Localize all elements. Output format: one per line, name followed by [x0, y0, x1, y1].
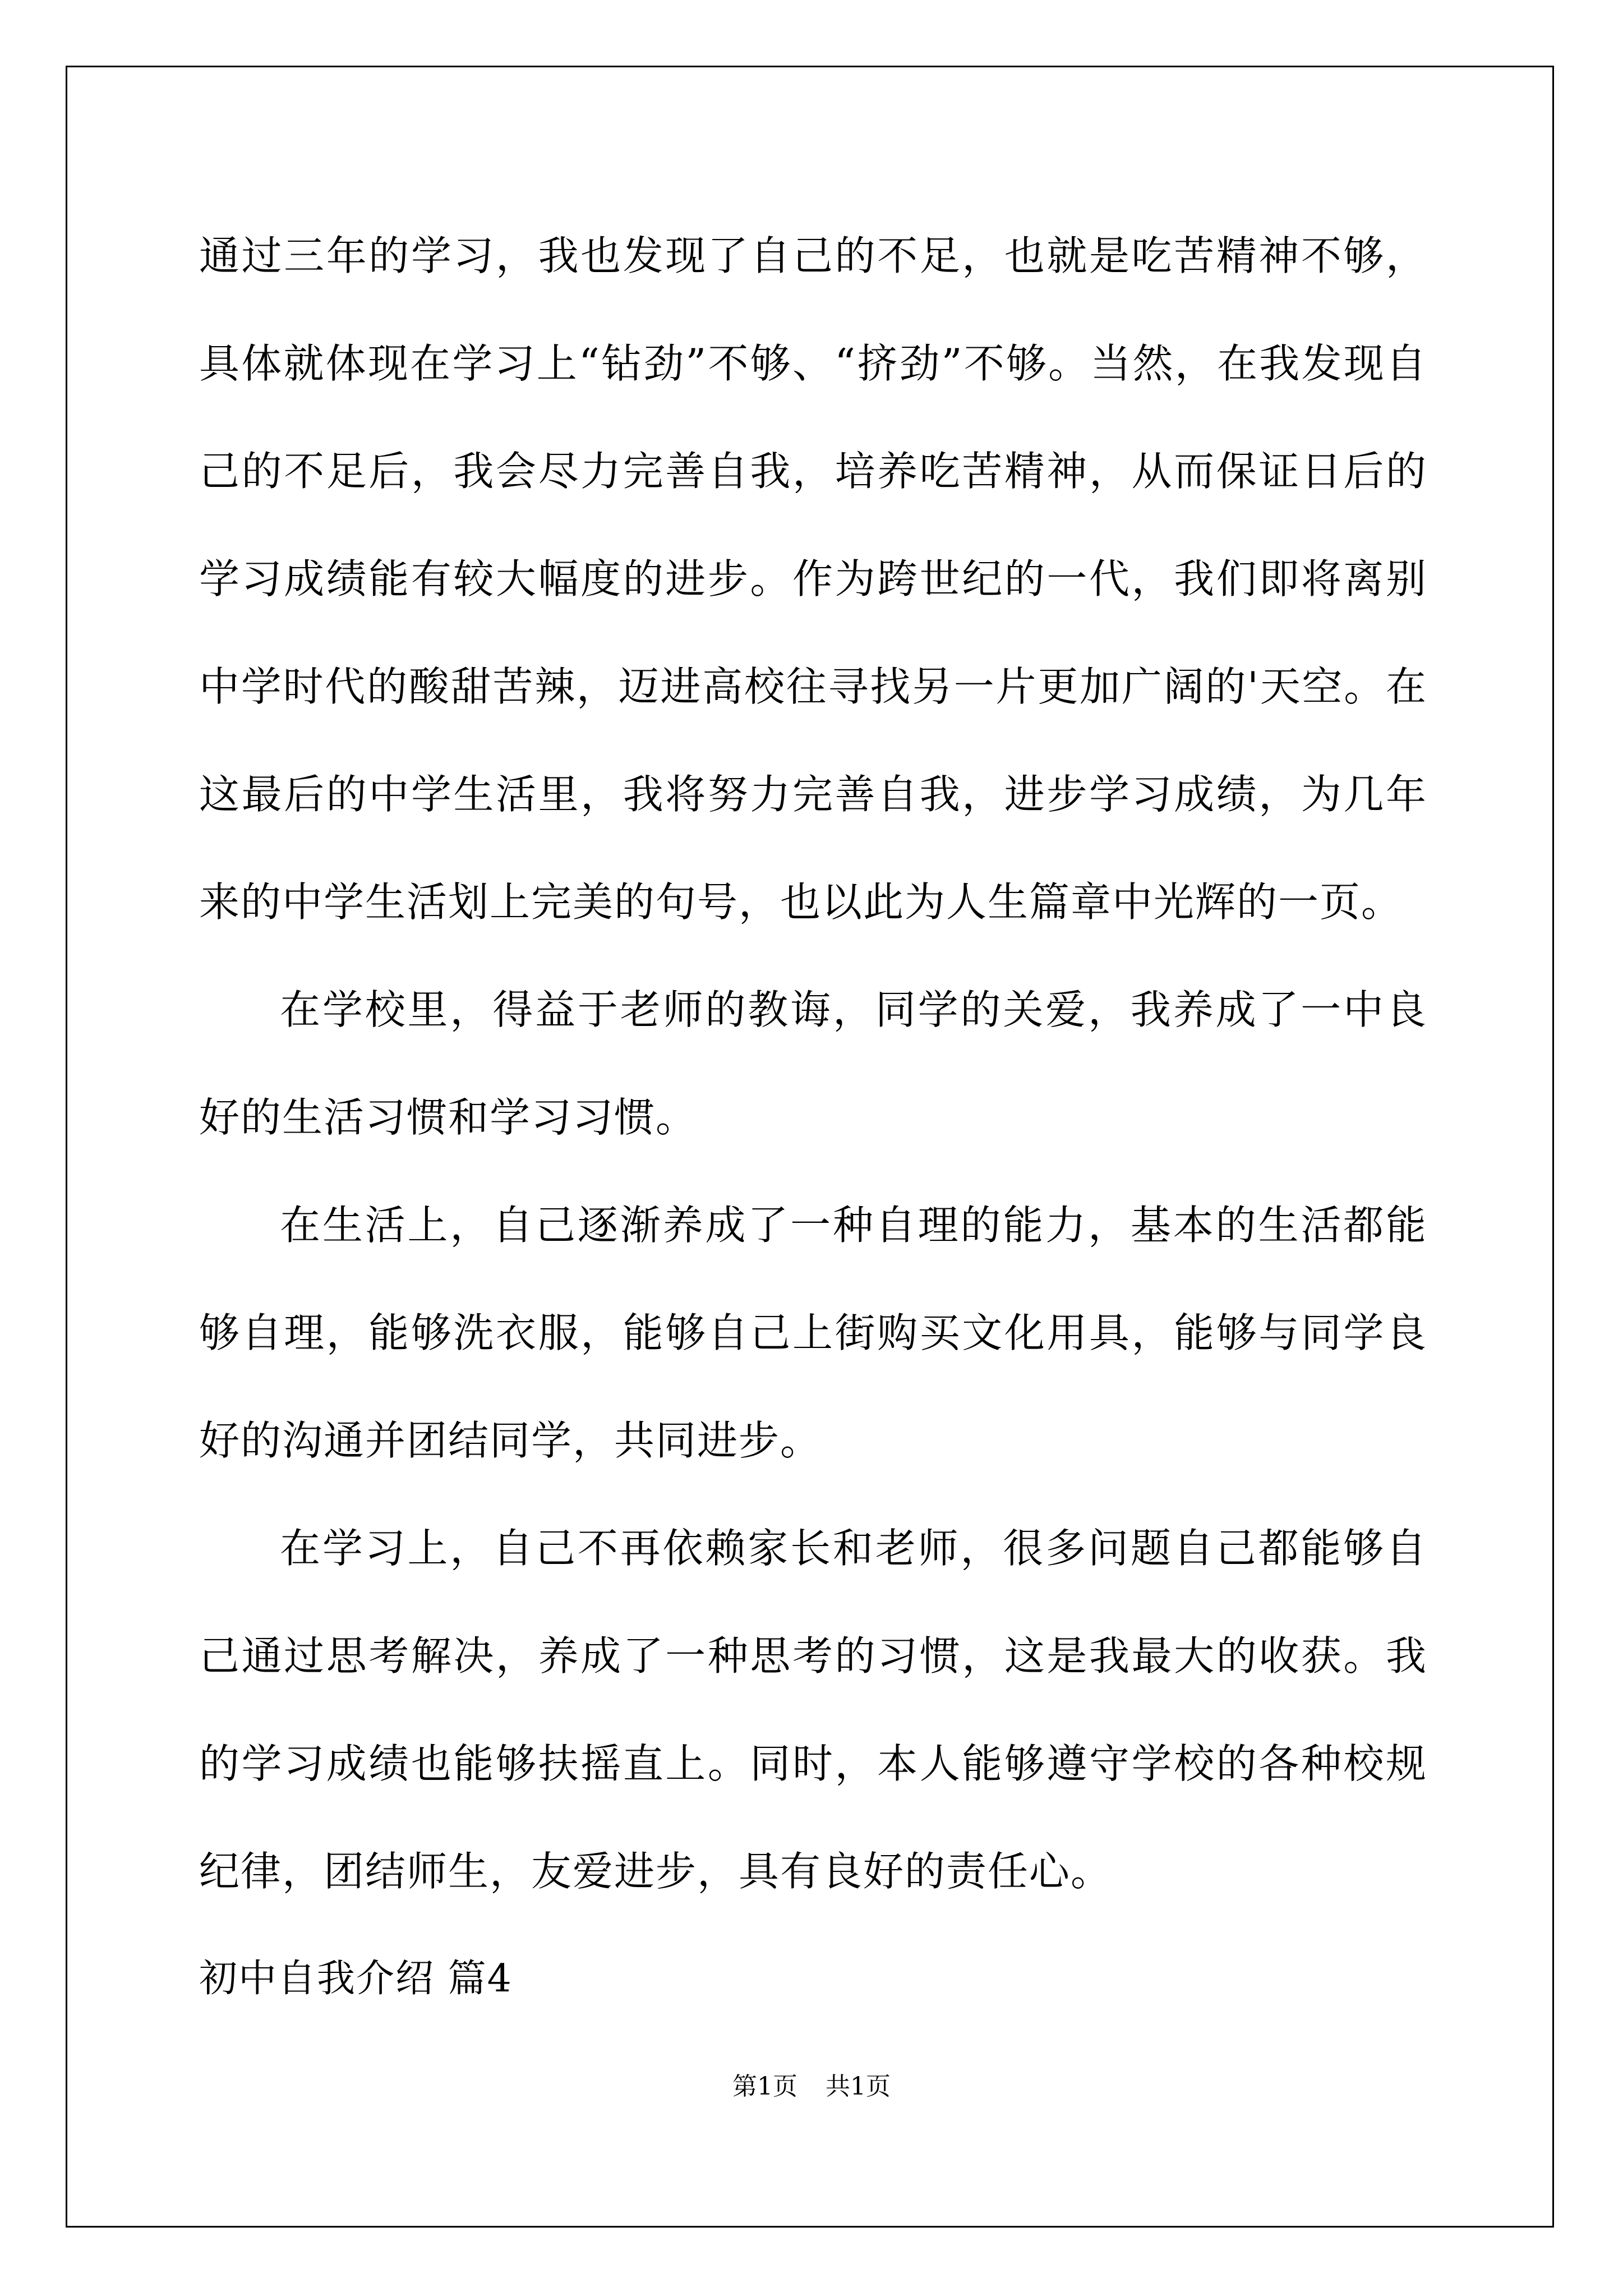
paragraph: 通过三年的学习，我也发现了自己的不足，也就是吃苦精神不够，具体就体现在学习上“钻劲”不够、“挤劲”不够。当然，在我发现自己的不足后，我会尽力完善自我，培养吃苦精神，从而保证日后的学习成绩能有较大幅度的进步。作为跨世纪的一代，我们即将离别中学时代的酸甜苦辣，迈进高校往寻找另一片更加广阔的'天空。在这最后的中学生活里，我将努力完善自我，进步学习成绩，为几年来的中学生活划上完美的句号，也以此为人生篇章中光辉的一页。 [199, 232, 1427, 926]
paragraph: 在生活上，自己逐渐养成了一种自理的能力，基本的生活都能够自理，能够洗衣服，能够自己上街购买文化用具，能够与同学良好的沟通并团结同学，共同进步。 [199, 1202, 1427, 1464]
paragraph: 在学校里，得益于老师的教诲，同学的关爱，我养成了一中良好的生活习惯和学习习惯。 [199, 986, 1427, 1141]
page-number: 第1页 [732, 2072, 797, 2101]
page-total: 共1页 [826, 2072, 891, 2101]
paragraph: 在学习上，自己不再依赖家长和老师，很多问题自己都能够自己通过思考解决，养成了一种思考的习惯，这是我最大的收获。我的学习成绩也能够扶摇直上。同时，本人能够遵守学校的各种校规纪律，团结师生，友爱进步，具有良好的责任心。 [199, 1525, 1427, 1895]
section-heading: 初中自我介绍 篇4 [199, 1957, 513, 2001]
page-footer [0, 2070, 1623, 2104]
document-body [199, 202, 1427, 2033]
